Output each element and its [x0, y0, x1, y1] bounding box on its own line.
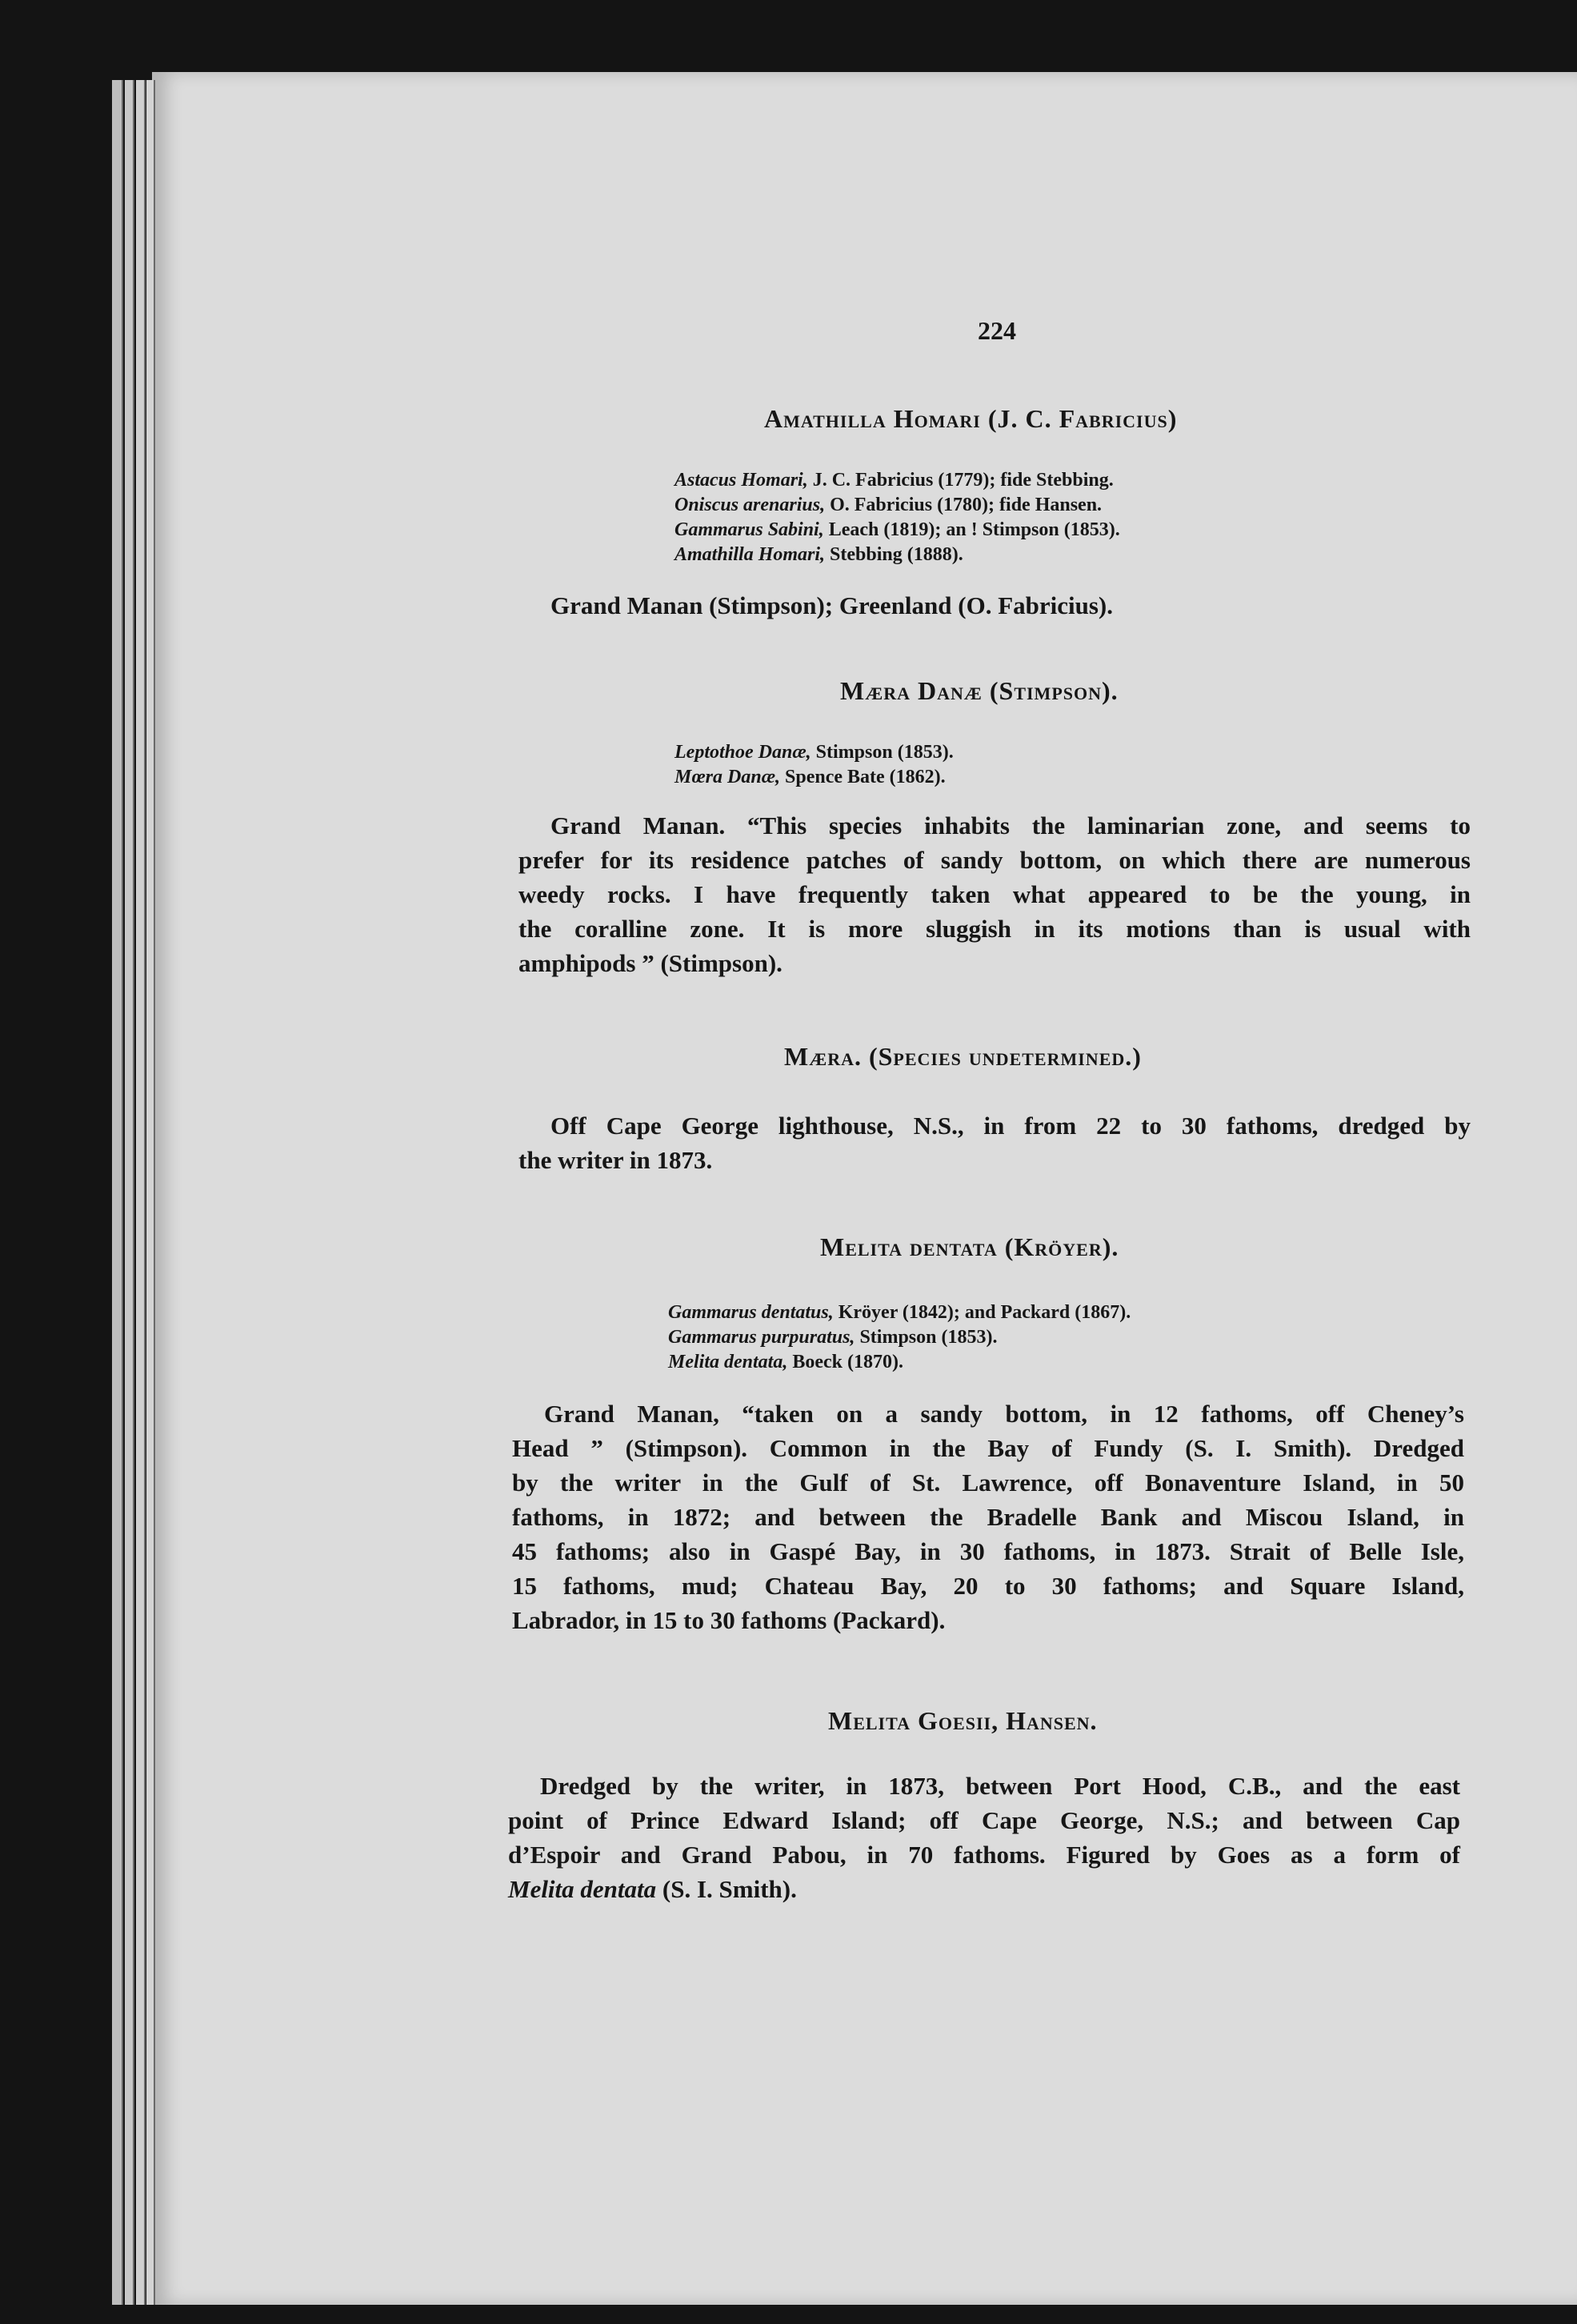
- text-line: Dredged by the writer, in 1873, between Port Hood, C.B., and the east: [540, 1772, 1460, 1800]
- text-line: Melita dentata (S. I. Smith).: [508, 1875, 797, 1903]
- text-line: 45 fathoms; also in Gaspé Bay, in 30 fathoms, in 1873. Strait of Belle Isle,: [512, 1537, 1464, 1565]
- synonym-line: Gammarus purpuratus, Stimpson (1853).: [668, 1327, 998, 1348]
- synonym-line: Oniscus arenarius, O. Fabricius (1780); fide Hansen.: [674, 495, 1103, 515]
- text-line: point of Prince Edward Island; off Cape George, N.S.; and between Cap: [508, 1806, 1460, 1834]
- species-heading: Mæra. (Species undetermined.): [784, 1042, 1142, 1071]
- synonym-list: [674, 740, 954, 790]
- paragraph: [512, 1396, 1464, 1637]
- text-line: Grand Manan (Stimpson); Greenland (O. Fabricius).: [550, 591, 1114, 619]
- synonym-list: [668, 1300, 1131, 1375]
- text-line: Grand Manan. “This species inhabits the laminarian zone, and seems to: [550, 811, 1471, 839]
- synonym-line: Mœra Danæ, Spence Bate (1862).: [674, 767, 946, 787]
- page-edge: [125, 80, 134, 2305]
- text-line: amphipods ” (Stimpson).: [518, 949, 782, 977]
- text-line: the writer in 1873.: [518, 1146, 713, 1174]
- paragraph: [550, 588, 1503, 623]
- species-heading: Amathilla Homari (J. C. Fabricius): [764, 404, 1178, 433]
- paragraph: [518, 808, 1471, 980]
- species-heading: Melita Goesii, Hansen.: [828, 1706, 1098, 1735]
- page-edge: [146, 80, 155, 2305]
- paragraph: [508, 1769, 1460, 1906]
- text-line: 15 fathoms, mud; Chateau Bay, 20 to 30 fathoms; and Square Island,: [512, 1572, 1464, 1600]
- synonym-line: Amathilla Homari, Stebbing (1888).: [674, 544, 963, 565]
- synonym-list: [674, 468, 1120, 567]
- paragraph: [518, 1108, 1471, 1177]
- page-edge: [112, 80, 123, 2305]
- text-line: weedy rocks. I have frequently taken what appeared to be the young, in: [518, 880, 1471, 908]
- text-line: the coralline zone. It is more sluggish in its motions than is usual with: [518, 915, 1471, 943]
- synonym-line: Gammarus dentatus, Kröyer (1842); and Packard (1867).: [668, 1302, 1131, 1323]
- synonym-line: Melita dentata, Boeck (1870).: [668, 1352, 903, 1372]
- text-line: Head ” (Stimpson). Common in the Bay of Fundy (S. I. Smith). Dredged: [512, 1434, 1464, 1462]
- text-line: prefer for its residence patches of sandy bottom, on which there are numerous: [518, 846, 1471, 874]
- text-line: Grand Manan, “taken on a sandy bottom, in 12 fathoms, off Cheney’s: [544, 1400, 1464, 1428]
- synonym-line: Astacus Homari, J. C. Fabricius (1779); fide Stebbing.: [674, 470, 1114, 491]
- text-line: Labrador, in 15 to 30 fathoms (Packard).: [512, 1606, 946, 1634]
- synonym-line: Leptothoe Danæ, Stimpson (1853).: [674, 742, 954, 763]
- text-line: Off Cape George lighthouse, N.S., in from 22 to 30 fathoms, dredged by: [550, 1112, 1471, 1140]
- synonym-line: Gammarus Sabini, Leach (1819); an ! Stimpson (1853).: [674, 519, 1120, 540]
- species-heading: Mæra Danæ (Stimpson).: [840, 676, 1119, 705]
- text-line: fathoms, in 1872; and between the Bradelle Bank and Miscou Island, in: [512, 1503, 1464, 1531]
- page-edge: [136, 80, 146, 2305]
- text-line: by the writer in the Gulf of St. Lawrence, off Bonaventure Island, in 50: [512, 1469, 1464, 1497]
- page-number: 224: [978, 316, 1016, 345]
- species-heading: Melita dentata (Kröyer).: [820, 1232, 1119, 1261]
- text-line: d’Espoir and Grand Pabou, in 70 fathoms. Figured by Goes as a form of: [508, 1841, 1460, 1869]
